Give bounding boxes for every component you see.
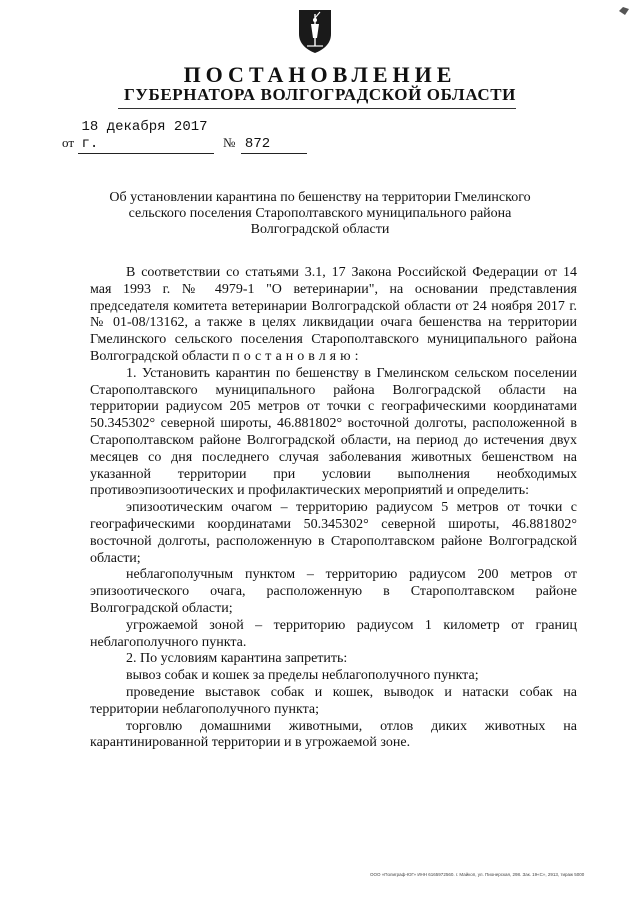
subject-line: Волгоградской области bbox=[250, 222, 390, 237]
clause-2-export-ban: вывоз собак и кошек за пределы неблагополучного пункта; bbox=[126, 668, 479, 684]
clause-2-exhibition-ban: проведение выставок собак и кошек, выводок и натаски собак на территории неблагополучного пункта; bbox=[90, 684, 577, 717]
clause-1-unfavorable-point: неблагополучным пунктом – территорию радиусом 200 метров от эпизоотического очага, расположенную в Старополтавском районе Волгоградской области; bbox=[90, 567, 577, 616]
title-divider bbox=[118, 108, 516, 109]
clause-2: 2. По условиям карантина запретить: bbox=[126, 651, 348, 667]
subject-line: Об установлении карантина по бешенству на территории Гмелинского bbox=[109, 190, 531, 205]
clause-1-epizootic-focus: эпизоотическим очагом – территорию радиусом 5 метров от точки с географическими координатами 50.345302° северной широты, 46.881802° восточной долготы, расположенную в Старополтавском районе Волгоградской области; bbox=[90, 500, 577, 566]
preamble-text: В соответствии со статьями 3.1, 17 Закона Российской Федерации от 14 мая 1993 г. № 4979-1 "О ветеринарии", на основании представления председателя комитета ветеринарии Волгоградской области от 24 ноября 2017 г. № 01-08/13162, а также в целях ликвидации очага бешенства на территории Гмелинского сельского поселения Старополтавского муниципального района Волгоградской области bbox=[90, 265, 577, 364]
decree-subject bbox=[90, 190, 550, 238]
clause-1-threatened-zone: угрожаемой зоной – территорию радиусом 1 километр от границ неблагополучного пункта. bbox=[90, 617, 577, 650]
document-issuer: ГУБЕРНАТОРА ВОЛГОГРАДСКОЙ ОБЛАСТИ bbox=[124, 85, 516, 104]
volgograd-coat-of-arms-icon bbox=[297, 8, 333, 54]
decree-body bbox=[90, 265, 577, 752]
clause-2-trade-ban: торговлю домашними животными, отлов диких животных на карантинированной территории и в угрожаемой зоне. bbox=[90, 718, 577, 751]
preamble-paragraph bbox=[90, 265, 577, 366]
clause-1: 1. Установить карантин по бешенству в Гмелинском сельском поселении Старополтавского муниципального района Волгоградской области на территории радиусом 205 метров от точки с географическими координатами 50.345302° северной широты, 46.881802° восточной долготы, расположенной в Старополтавском районе Волгоградской области, на период до истечения двух месяцев со дня последнего случая заболевания животных бешенством на указанной территории при условии выполнения необходимых противоэпизоотических и профилактических мероприятий и определить: bbox=[90, 365, 577, 499]
decree-date: 18 декабря 2017 г. bbox=[78, 119, 214, 154]
number-label: № bbox=[223, 135, 236, 150]
print-imprint: ООО «Полиграф-ЮГ» ИНН 6165972560. г. Майкоп, ул. Пионерская, 298. Зак. 19«С», 2913, тираж 5000 bbox=[370, 872, 585, 877]
date-label: от bbox=[62, 135, 75, 150]
dateline bbox=[62, 119, 307, 154]
decree-operative-word: постановляю: bbox=[232, 348, 363, 364]
scan-mark-icon bbox=[618, 6, 630, 16]
document-title: ПОСТАНОВЛЕНИЕ bbox=[183, 62, 457, 87]
subject-line: сельского поселения Старополтавского муниципального района bbox=[128, 206, 512, 221]
decree-number: 872 bbox=[241, 136, 307, 154]
